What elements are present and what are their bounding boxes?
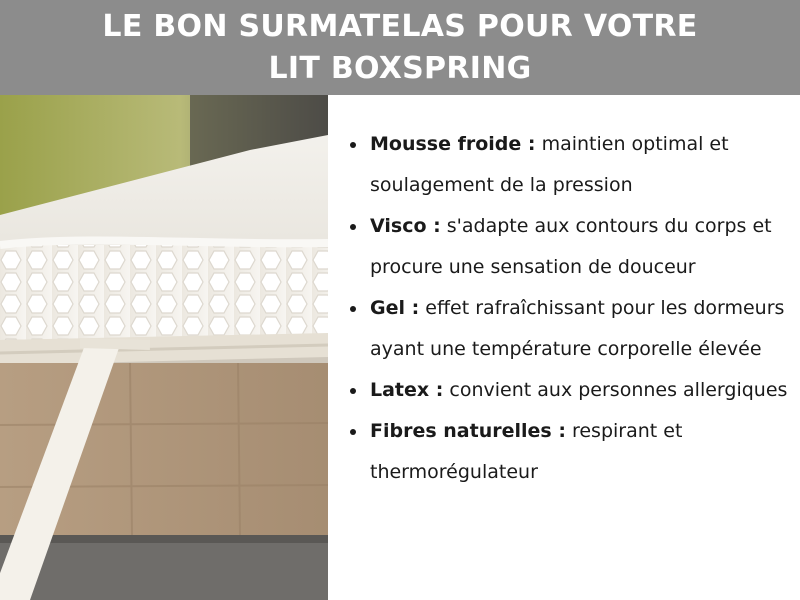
item-description: respirant et thermorégulateur (370, 420, 683, 483)
material-list (346, 124, 791, 493)
title-line-2: LIT BOXSPRING (268, 50, 532, 86)
item-term: Fibres naturelles : (370, 420, 566, 442)
item-description: effet rafraîchissant pour les dormeurs ayant une température corporelle élevée (370, 297, 785, 360)
item-description: maintien optimal et soulagement de la pression (370, 133, 729, 196)
list-item (346, 206, 791, 288)
item-term: Mousse froide : (370, 133, 536, 155)
list-item (346, 411, 791, 493)
item-term: Latex : (370, 379, 444, 401)
item-term: Gel : (370, 297, 420, 319)
mattress-topper-photo (0, 95, 328, 600)
list-item (346, 288, 791, 370)
item-term: Visco : (370, 215, 441, 237)
list-item (346, 370, 791, 411)
list-item (346, 124, 791, 206)
item-description: convient aux personnes allergiques (449, 379, 788, 401)
page-title (0, 0, 800, 95)
title-line-1: LE BON SURMATELAS POUR VOTRE (102, 8, 698, 44)
item-description: s'adapte aux contours du corps et procure une sensation de douceur (370, 215, 772, 278)
